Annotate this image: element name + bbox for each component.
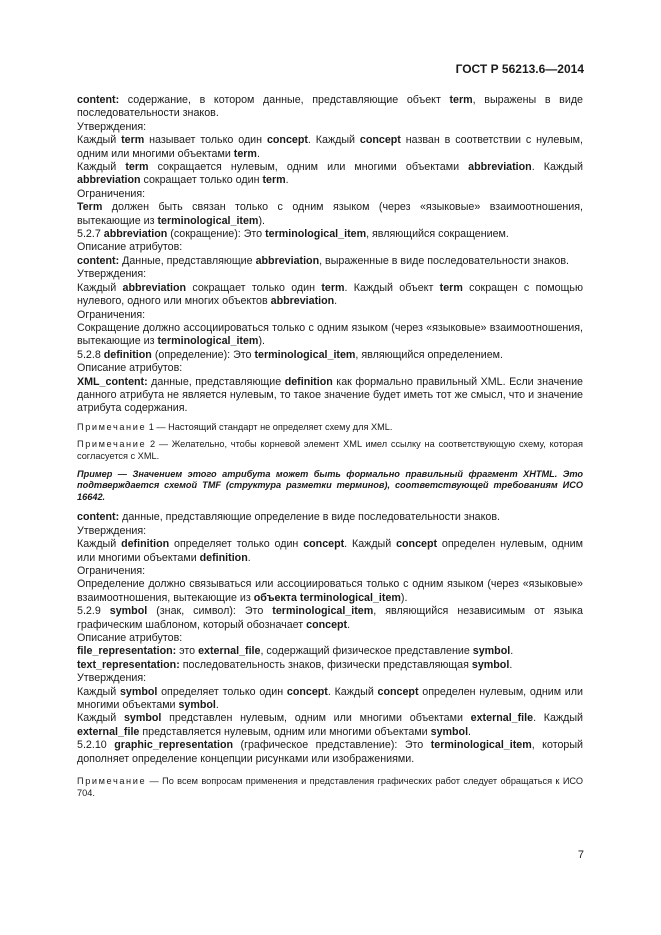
text-run: Каждый bbox=[77, 685, 120, 698]
paragraph bbox=[77, 201, 583, 228]
paragraph bbox=[77, 309, 583, 322]
text-run: Каждый bbox=[77, 161, 126, 174]
text-run: . Каждый bbox=[533, 712, 583, 725]
text-run: . bbox=[509, 658, 513, 671]
text-run: представляется нулевым, одним или многими объектами bbox=[139, 725, 431, 738]
term-name: abbreviation bbox=[122, 281, 187, 294]
text-run: (графическое представление): Это bbox=[233, 739, 431, 752]
paragraph bbox=[77, 121, 583, 134]
text-run: сокращает только один bbox=[186, 281, 322, 294]
text-run: . bbox=[510, 645, 514, 658]
note-label: Примечание bbox=[77, 439, 147, 450]
page-number: 7 bbox=[577, 849, 584, 861]
term-name: term bbox=[449, 94, 473, 106]
text-run: сокращен с помощью нулевого, одного или многих объектов bbox=[77, 281, 583, 308]
term-name: terminological_item bbox=[272, 605, 374, 618]
term-name: terminological_item bbox=[157, 214, 259, 227]
text-run: ). bbox=[258, 214, 265, 227]
term-name: concept bbox=[286, 685, 328, 698]
text-run: содержание, в котором данные, представляющие объект bbox=[119, 94, 450, 106]
text-run: 5.2.7 bbox=[77, 228, 104, 241]
paragraph bbox=[77, 268, 583, 281]
text-run: . Каждый bbox=[327, 685, 378, 698]
text-run: Утверждения: bbox=[77, 524, 147, 537]
term-name: terminological_item bbox=[430, 739, 532, 752]
term-name: concept bbox=[303, 538, 345, 551]
note-3 bbox=[77, 776, 583, 799]
text-run: . Каждый bbox=[531, 161, 583, 174]
note-text: 2 — Желательно, чтобы корневой элемент XML имел ссылку на соответствующую схему, которая согласуется с XML. bbox=[77, 439, 583, 461]
text-run: . bbox=[468, 725, 472, 738]
paragraph bbox=[77, 578, 583, 605]
text-run: Каждый bbox=[77, 281, 123, 294]
term-name: content: bbox=[77, 511, 120, 524]
term-name: symbol bbox=[472, 645, 511, 658]
text-run: определен нулевым, одним или многими объектами bbox=[77, 685, 583, 711]
term-name: term bbox=[125, 161, 149, 174]
text-run: (знак, символ): Это bbox=[147, 605, 273, 618]
text-run: определен нулевым, одним или многими объектами bbox=[77, 538, 583, 564]
text-run: , являющийся определением. bbox=[355, 348, 503, 361]
text-run: 5.2.9 bbox=[77, 605, 110, 618]
term-name: abbreviation bbox=[270, 295, 335, 308]
text-run: Ограничения: bbox=[77, 564, 146, 577]
text-run: (сокращение): Это bbox=[167, 228, 266, 241]
text-run: это bbox=[176, 645, 199, 658]
page-body bbox=[77, 94, 583, 799]
text-run: 5.2.8 bbox=[77, 348, 104, 361]
text-run: данные, представляющие определение в виде последовательности знаков. bbox=[119, 511, 500, 524]
text-run: называет только один bbox=[144, 134, 267, 147]
text-run: ). bbox=[400, 591, 408, 604]
text-run: , который дополняет определение концепции рисунками или изображениями. bbox=[77, 739, 584, 765]
term-name: concept bbox=[377, 685, 419, 698]
text-run: Утверждения: bbox=[77, 672, 147, 685]
text-run: . bbox=[285, 174, 289, 187]
text-run: . bbox=[347, 618, 351, 631]
paragraph bbox=[77, 565, 583, 578]
text-run: Определение должно связываться или ассоциироваться только с одним языком (через «языковые» взаимоотношения, вытекающие из bbox=[77, 578, 583, 604]
note-label: Примечание bbox=[77, 421, 147, 432]
document-id: ГОСТ Р 56213.6—2014 bbox=[455, 62, 584, 76]
text-run: . bbox=[247, 551, 251, 564]
paragraph bbox=[77, 739, 583, 766]
term-name: terminological_item bbox=[254, 348, 356, 361]
term-name: terminological_item bbox=[157, 335, 259, 348]
text-run: . Каждый bbox=[307, 134, 360, 147]
paragraph bbox=[77, 686, 583, 713]
text-run: как формально правильный XML. Если значение данного атрибута не является нулевым, то такое значение будет иметь тот же смысл, что и значение атрибута содержания. bbox=[77, 375, 584, 415]
term-name: term bbox=[321, 281, 345, 294]
term-name: terminological_item bbox=[265, 228, 367, 241]
paragraph bbox=[77, 94, 583, 121]
text-run: . bbox=[256, 147, 260, 160]
term-name: abbreviation bbox=[77, 174, 141, 187]
term-name: term bbox=[262, 174, 286, 187]
term-name: definition bbox=[284, 375, 333, 388]
text-run: последовательность знаков, физически представляющая bbox=[179, 658, 472, 671]
paragraph bbox=[77, 161, 583, 188]
term-name: symbol bbox=[471, 658, 510, 671]
paragraph bbox=[77, 538, 583, 565]
text-run: , выраженные в виде последовательности знаков. bbox=[319, 254, 570, 267]
text-run: . bbox=[215, 699, 219, 711]
text-run: , являющийся сокращением. bbox=[366, 228, 509, 241]
text-run: Описание атрибутов: bbox=[77, 362, 183, 375]
term-name: Term bbox=[77, 201, 103, 214]
text-run: Утверждения: bbox=[77, 268, 147, 281]
example-paragraph: Пример — Значением этого атрибута может быть формально правильный фрагмент XHTML. Это подтверждается схемой TMF (структура разметки терминов), соответствующей требованиям ИСО 16642. bbox=[77, 468, 583, 502]
term-name: definition bbox=[121, 538, 170, 551]
term-name: external_file bbox=[470, 712, 534, 725]
term-name: abbreviation bbox=[468, 161, 532, 174]
text-run: , являющийся независимым от языка графическим шаблоном, который обозначает bbox=[77, 605, 583, 631]
text-run: определяет только один bbox=[157, 685, 287, 698]
text-run: должен быть связан только с одним языком (через «языковые» взаимоотношения, вытекающие из bbox=[77, 201, 583, 227]
note-label: Примечание bbox=[77, 776, 147, 787]
paragraph bbox=[77, 525, 583, 538]
text-run: назван в соответствии с нулевым, одним или многими объектами bbox=[77, 134, 583, 160]
text-run: . Каждый bbox=[344, 538, 397, 551]
paragraph bbox=[77, 632, 583, 645]
term-name: symbol bbox=[119, 685, 158, 698]
paragraph bbox=[77, 645, 583, 658]
text-run: Ограничения: bbox=[77, 308, 146, 321]
paragraph bbox=[77, 362, 583, 375]
term-name: abbreviation bbox=[103, 228, 168, 241]
note-2 bbox=[77, 439, 583, 462]
term-name: XML_content: bbox=[77, 375, 148, 388]
term-name: definition bbox=[103, 348, 152, 361]
paragraph bbox=[77, 672, 583, 685]
paragraph bbox=[77, 241, 583, 254]
paragraph bbox=[77, 282, 583, 309]
term-name: definition bbox=[199, 551, 248, 564]
paragraph bbox=[77, 349, 583, 362]
term-name: graphic_representation bbox=[114, 739, 234, 752]
term-name: concept bbox=[396, 538, 438, 551]
term-name: concept bbox=[359, 134, 401, 147]
term-name: content: bbox=[77, 254, 120, 267]
term-name: объекта terminological_item bbox=[253, 591, 401, 604]
term-name: content: bbox=[77, 94, 120, 106]
paragraph bbox=[77, 376, 583, 416]
text-run: определяет только один bbox=[169, 538, 304, 551]
text-run: , содержащий физическое представление bbox=[260, 645, 473, 658]
paragraph bbox=[77, 659, 583, 672]
term-name: term bbox=[121, 134, 145, 147]
text-run: Утверждения: bbox=[77, 120, 147, 133]
section-block-2 bbox=[77, 511, 583, 766]
text-run: Данные, представляющие bbox=[119, 254, 256, 267]
term-name: symbol bbox=[109, 605, 148, 618]
text-run: Описание атрибутов: bbox=[77, 241, 183, 254]
term-name: concept bbox=[266, 134, 308, 147]
paragraph bbox=[77, 134, 583, 161]
text-run: Каждый bbox=[77, 538, 122, 551]
text-run: . bbox=[334, 295, 338, 308]
term-name: symbol bbox=[430, 725, 469, 738]
note-text: — По всем вопросам применения и представления графических работ следует обращаться к ИСО 704. bbox=[77, 776, 583, 798]
paragraph bbox=[77, 605, 583, 632]
text-run: сокращает только один bbox=[140, 174, 263, 187]
paragraph bbox=[77, 188, 583, 201]
term-name: concept bbox=[306, 618, 348, 631]
note-text: 1 — Настоящий стандарт не определяет схему для XML. bbox=[146, 421, 393, 432]
text-run: данные, представляющие bbox=[147, 375, 285, 388]
text-run: . Каждый объект bbox=[344, 281, 440, 294]
text-run: , выражены в виде последовательности знаков. bbox=[77, 94, 583, 120]
text-run: сокращается нулевым, одним или многими объектами bbox=[148, 161, 469, 174]
term-name: symbol bbox=[178, 699, 216, 711]
term-name: term bbox=[439, 281, 463, 294]
term-name: file_representation: bbox=[77, 645, 177, 658]
paragraph bbox=[77, 322, 583, 349]
paragraph bbox=[77, 712, 583, 739]
note-1 bbox=[77, 422, 583, 434]
term-name: term bbox=[233, 147, 257, 160]
term-name: external_file bbox=[198, 645, 261, 658]
term-name: symbol bbox=[123, 712, 162, 725]
text-run: Ограничения: bbox=[77, 187, 146, 200]
text-run: 5.2.10 bbox=[77, 739, 115, 752]
paragraph bbox=[77, 228, 583, 241]
paragraph bbox=[77, 511, 583, 524]
text-run: представлен нулевым, одним или многими объектами bbox=[161, 712, 471, 725]
term-name: external_file bbox=[77, 725, 140, 738]
text-run: Каждый bbox=[77, 134, 122, 147]
term-name: text_representation: bbox=[77, 658, 180, 671]
term-name: abbreviation bbox=[255, 254, 320, 267]
text-run: Сокращение должно ассоциироваться только с одним языком (через «языковые» взаимоотношения, вытекающие из bbox=[77, 321, 583, 348]
text-run: (определение): Это bbox=[151, 348, 255, 361]
section-block-1 bbox=[77, 94, 583, 416]
paragraph bbox=[77, 255, 583, 268]
text-run: Каждый bbox=[77, 712, 124, 725]
text-run: ). bbox=[258, 335, 265, 348]
text-run: Описание атрибутов: bbox=[77, 631, 183, 644]
